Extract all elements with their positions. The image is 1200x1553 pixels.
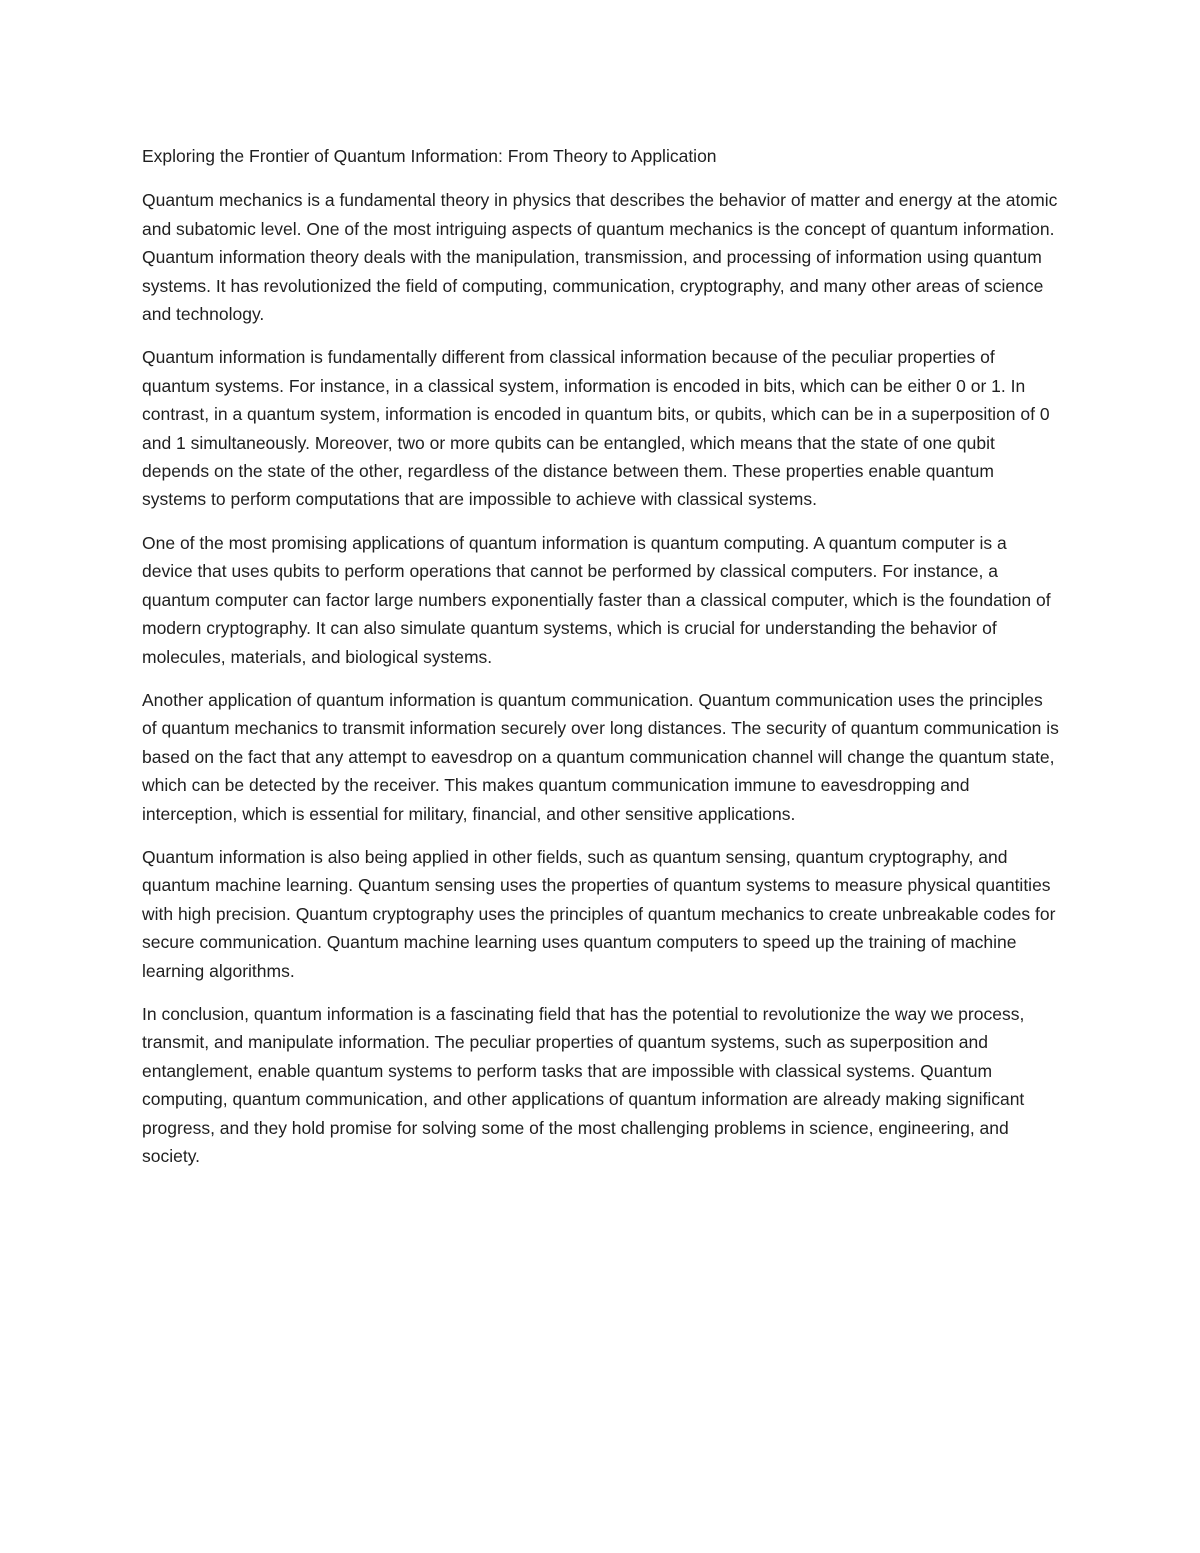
paragraph-quantum-computing: One of the most promising applications of quantum information is quantum computing. A quantum computer is a device that uses qubits to perform operations that cannot be performed by classical computers. For instance, a quantum computer can factor large numbers exponentially faster than a classical computer, which is the foundation of modern cryptography. It can also simulate quantum systems, which is crucial for understanding the behavior of molecules, materials, and biological systems. [142, 532, 1051, 667]
document-title: Exploring the Frontier of Quantum Information: From Theory to Application [142, 146, 717, 166]
document-body [142, 142, 1060, 1185]
paragraph-introduction: Quantum mechanics is a fundamental theory in physics that describes the behavior of matter and energy at the atomic and subatomic level. One of the most intriguing aspects of quantum mechanics is the concept of quantum information. Quantum information theory deals with the manipulation, transmission, and processing of information using quantum systems. It has revolutionized the field of computing, communication, cryptography, and many other areas of science and technology. [142, 190, 1058, 325]
paragraph-classical-vs-quantum: Quantum information is fundamentally different from classical information because of the peculiar properties of quantum systems. For instance, in a classical system, information is encoded in bits, which can be either 0 or 1. In contrast, in a quantum system, information is encoded in quantum bits, or qubits, which can be in a superposition of 0 and 1 simultaneously. Moreover, two or more qubits can be entangled, which means that the state of one qubit depends on the state of the other, regardless of the distance between them. These properties enable quantum systems to perform computations that are impossible to achieve with classical systems. [142, 347, 1050, 510]
paragraph-conclusion: In conclusion, quantum information is a fascinating field that has the potential to revolutionize the way we process, transmit, and manipulate information. The peculiar properties of quantum systems, such as superposition and entanglement, enable quantum systems to perform tasks that are impossible with classical systems. Quantum computing, quantum communication, and other applications of quantum information are already making significant progress, and they hold promise for solving some of the most challenging problems in science, engineering, and society. [142, 1003, 1025, 1166]
paragraph-quantum-communication: Another application of quantum information is quantum communication. Quantum communication uses the principles of quantum mechanics to transmit information securely over long distances. The security of quantum communication is based on the fact that any attempt to eavesdrop on a quantum communication channel will change the quantum state, which can be detected by the receiver. This makes quantum communication immune to eavesdropping and interception, which is essential for military, financial, and other sensitive applications. [142, 689, 1059, 824]
paragraph-other-fields: Quantum information is also being applied in other fields, such as quantum sensing, quantum cryptography, and quantum machine learning. Quantum sensing uses the properties of quantum systems to measure physical quantities with high precision. Quantum cryptography uses the principles of quantum mechanics to create unbreakable codes for secure communication. Quantum machine learning uses quantum computers to speed up the training of machine learning algorithms. [142, 846, 1056, 981]
